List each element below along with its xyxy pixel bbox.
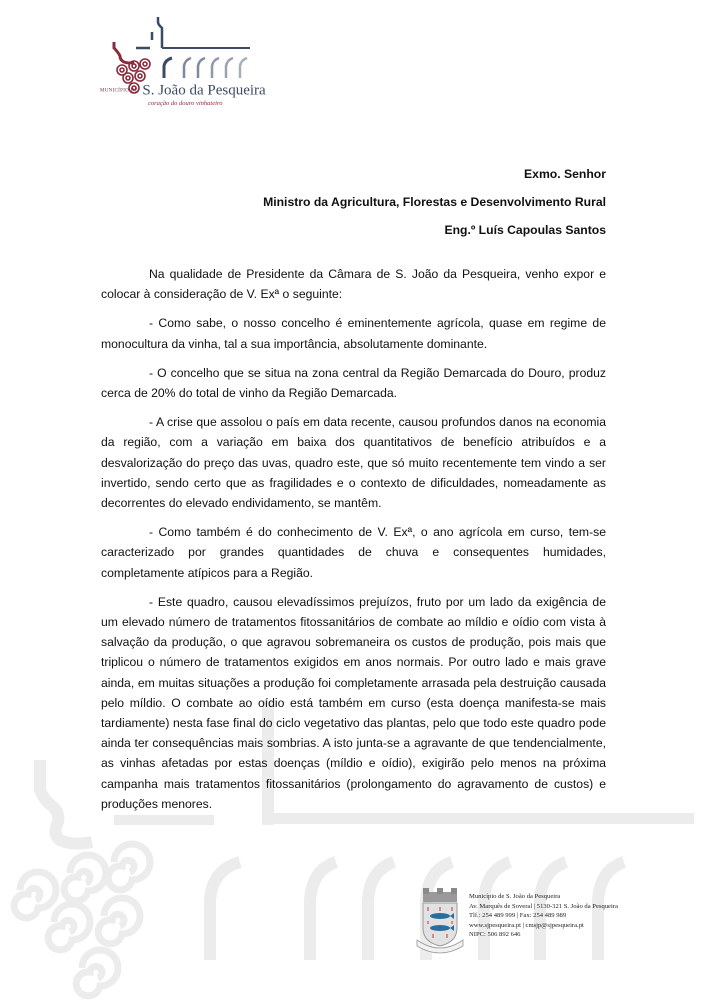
paragraph-weather: - Como também é do conhecimento de V. Exª, o ano agrícola em curso, tem-se caracterizado por grandes quantidades de chuva e consequentes humidades, completamente atípicos para a Região. (101, 525, 606, 580)
paragraph-losses: - Este quadro, causou elevadíssimos prejuízos, fruto por um lado da exigência de um elevado número de tratamentos fitossanitários de combate ao míldio e oídio com vista à salvação da produção, o que agravou sobremaneira os custos de produção, pois mais que triplicou o número de tratamentos exigidos em anos normais. Por outro lado e mais grave ainda, em muitas situações a produção foi completamente arrasada pela destruição causada pelo míldio. O combate ao oídio está também em curso (esta doença manifesta-se mais tardiamente) nesta fase final do ciclo vegetativo das plantas, pelo que todo este quadro pode ainda ter consequências mais sombrias. A isto junta-se a agravante de que tendencialmente, as vinhas afetadas por estas doenças (míldio e oídio), exigirão pelo menos na próxima campanha mais tratamentos fitossanitários (prolongamento do agravamento de custos) e produções menores. (101, 594, 606, 811)
footer-municipality: Município de S. João da Pesqueira (469, 893, 561, 900)
logo-title: S. João da Pesqueira (142, 82, 266, 99)
letter-body (101, 264, 606, 823)
addressee-name: Eng.º Luís Capoulas Santos (444, 223, 606, 237)
paragraph-agriculture: - Como sabe, o nosso concelho é eminentemente agrícola, quase em regime de monocultura da vinha, tal a sua importância, absolutamente dominante. (101, 316, 606, 351)
footer-nipc: NIPC: 506 892 646 (469, 931, 521, 939)
logo-wordmark (100, 82, 266, 100)
coat-of-arms-icon (415, 888, 465, 954)
footer-phone-fax: Tlf.: 254 489 999 | Fax: 254 489 989 (469, 912, 567, 920)
addressee-block (263, 160, 606, 244)
addressee-title: Ministro da Agricultura, Florestas e Desenvolvimento Rural (263, 195, 606, 209)
paragraph-production-share: - O concelho que se situa na zona central da Região Demarcada do Douro, produz cerca de 20% do total de vinho da Região Demarcada. (101, 365, 606, 401)
paragraph-intro: Na qualidade de Presidente da Câmara de S. João da Pesqueira, venho expor e colocar à consideração de V. Exª o seguinte: (101, 267, 606, 302)
logo-tagline: coração do douro vinhateiro (148, 100, 223, 107)
footer-text-block (469, 892, 618, 940)
footer-web-email: www.sjpesqueira.pt | cmsjp@sjpesqueira.pt (469, 921, 584, 929)
paragraph-crisis: - A crise que assolou o país em data recente, causou profundos danos na economia da região, com a variação em baixa dos quantitativos de benefício atribuídos e a desvalorização do preço das uvas, quadro este, que só muito recentemente tem vindo a ser invertido, sendo certo que as fragilidades e o contexto de dificuldades, nomeadamente as decorrentes do elevado endividamento, se mantêm. (101, 415, 606, 511)
addressee-salutation: Exmo. Senhor (524, 167, 606, 181)
footer-address: Av. Marquês de Soveral | 5130-321 S. João da Pesqueira (469, 902, 618, 910)
logo-prefix: MUNICÍPIO DE (100, 88, 138, 94)
